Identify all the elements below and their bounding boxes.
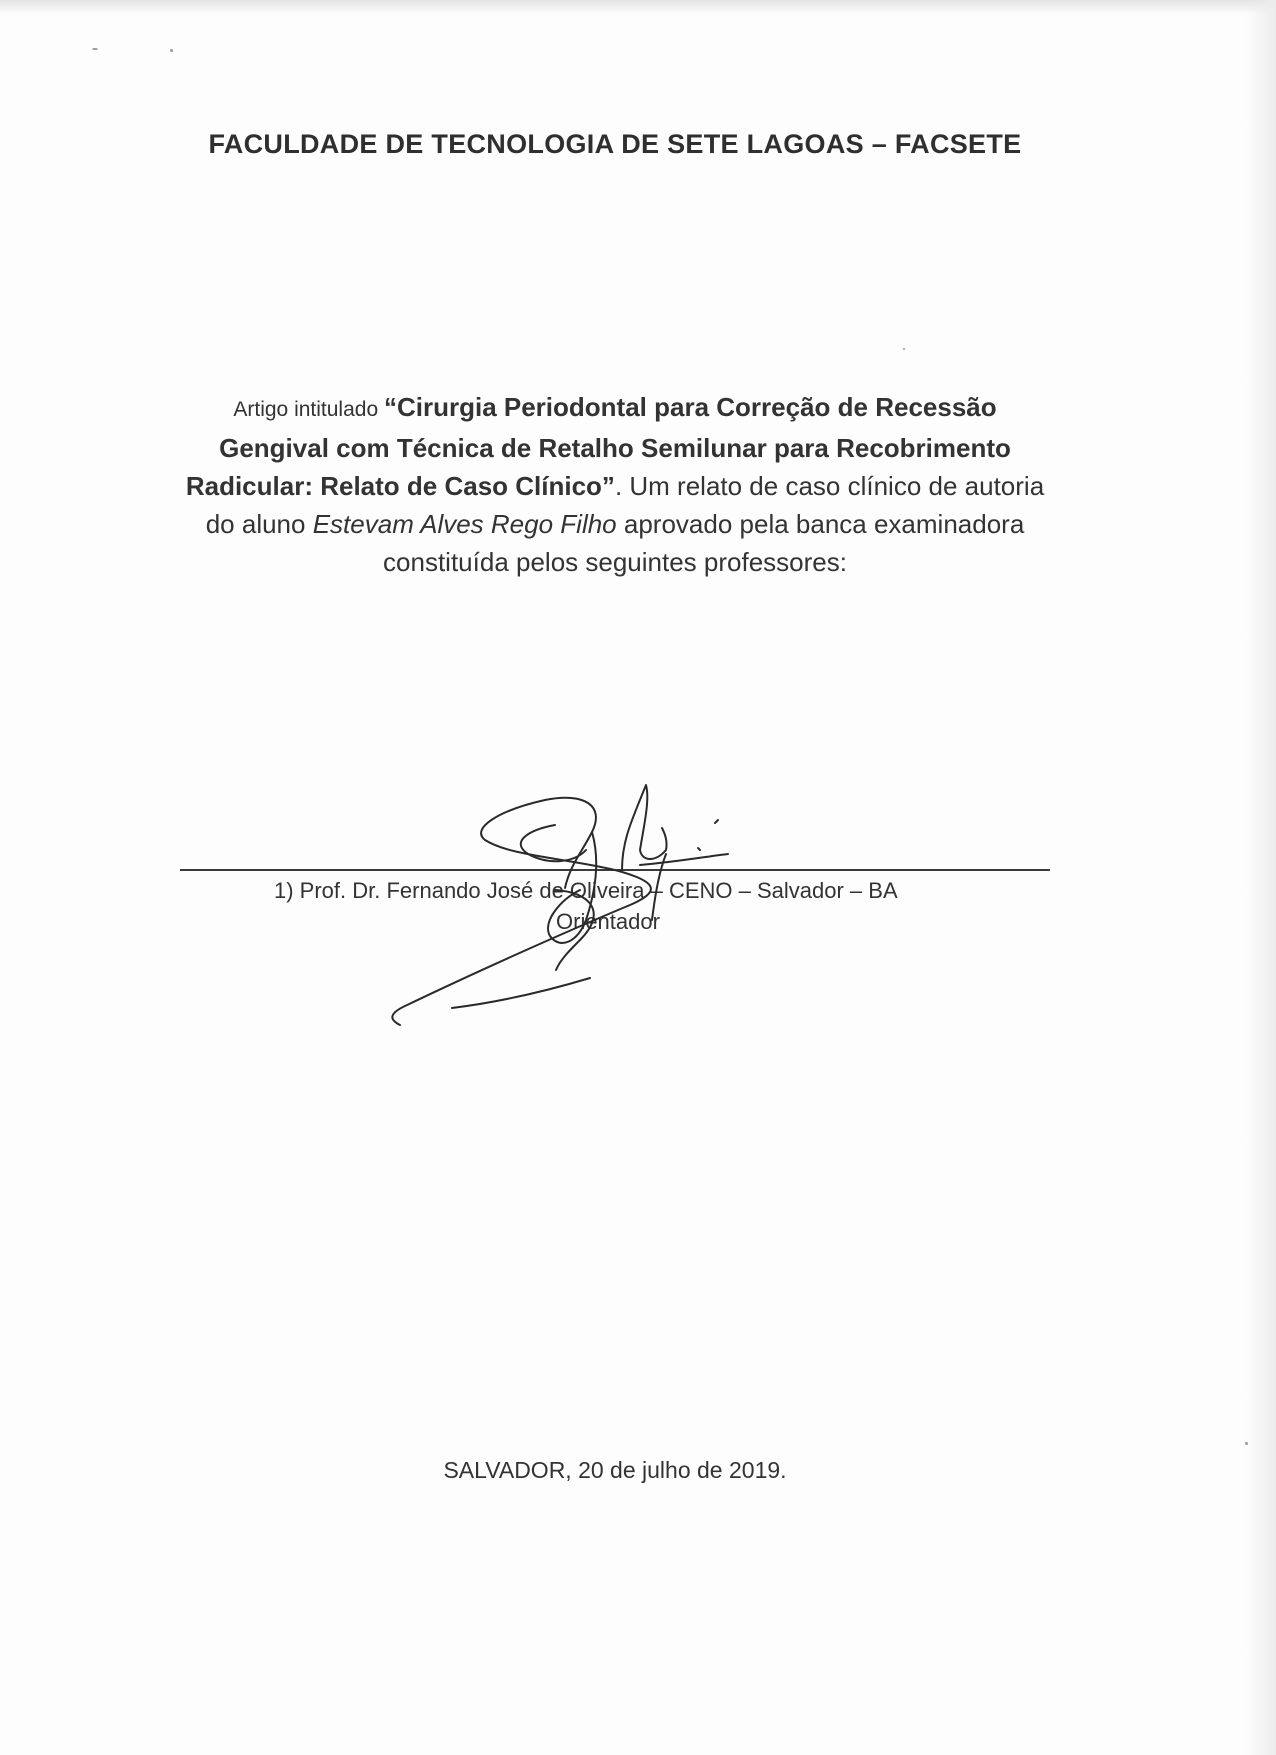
scan-speck	[170, 49, 173, 52]
scan-speck	[1245, 1442, 1248, 1445]
scan-speck	[903, 348, 905, 350]
approval-paragraph	[180, 388, 1050, 581]
approval-text-end: aprovado pela banca examinadora constituída pelos seguintes professores:	[383, 509, 1025, 577]
scan-speck	[92, 48, 98, 50]
scan-edge-right	[1246, 0, 1276, 1755]
scan-edge-top	[0, 0, 1276, 14]
article-title: “Cirurgia Periodontal para Correção de Recessão Gengival com Técnica de Retalho Semilunar para Recobrimento Radicular: Relato de Caso Clínico”	[185, 392, 1011, 501]
place-date: SALVADOR, 20 de julho de 2019.	[443, 1457, 787, 1483]
author-name: Estevam Alves Rego Filho	[312, 509, 617, 539]
institution-heading: FACULDADE DE TECNOLOGIA DE SETE LAGOAS – FACSETE	[208, 129, 1022, 159]
examiner-role: Orientador	[556, 909, 660, 934]
examiner-line: 1) Prof. Dr. Fernando José de Oliveira – CENO – Salvador – BA	[274, 878, 898, 903]
handwritten-signature	[360, 770, 840, 1040]
approval-intro: Artigo intitulado	[233, 398, 384, 421]
approval-text-middle: . Um relato de caso clínico de autoria do aluno	[205, 471, 1045, 539]
